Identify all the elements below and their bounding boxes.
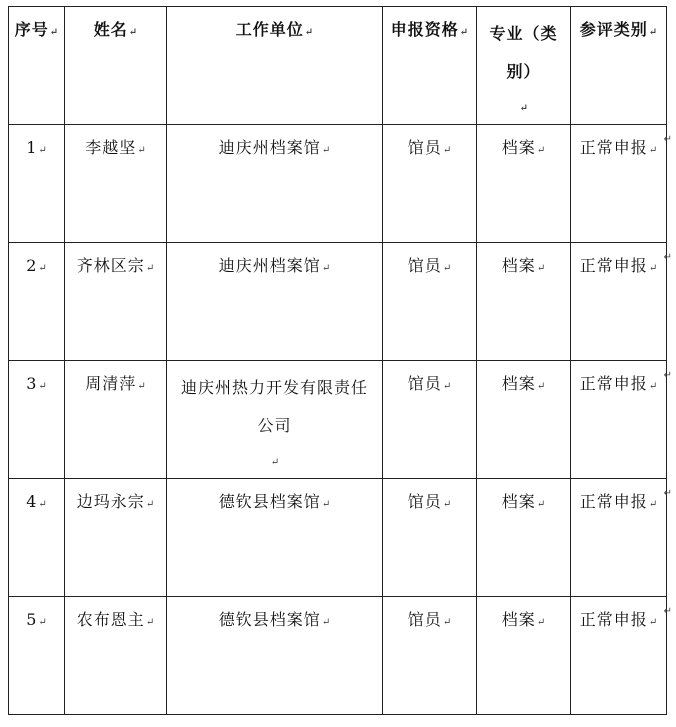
header-index: 序号↵: [9, 7, 65, 125]
cell-name: 齐林区宗↵: [65, 243, 167, 361]
cell-unit: 德钦县档案馆↵: [167, 597, 383, 715]
cell-name: 李越坚↵: [65, 125, 167, 243]
cell-unit: 迪庆州档案馆↵: [167, 243, 383, 361]
cell-index: 5↵: [9, 597, 65, 715]
cell-index: 2↵: [9, 243, 65, 361]
table-row: [9, 125, 667, 243]
header-unit: 工作单位↵: [167, 7, 383, 125]
cell-qualification: 馆员↵: [383, 479, 477, 597]
cell-qualification: 馆员↵: [383, 361, 477, 479]
header-qualification: 申报资格↵: [383, 7, 477, 125]
row-end-mark: ↵: [663, 252, 672, 263]
header-row: [9, 7, 667, 125]
cell-category: 正常申报↵: [571, 125, 667, 243]
row-end-mark: ↵: [663, 370, 672, 381]
row-end-mark: ↵: [663, 134, 672, 145]
table-row: [9, 361, 667, 479]
cell-qualification: 馆员↵: [383, 125, 477, 243]
cell-unit: 德钦县档案馆↵: [167, 479, 383, 597]
cell-name: 边玛永宗↵: [65, 479, 167, 597]
cell-index: 4↵: [9, 479, 65, 597]
table-row: [9, 243, 667, 361]
table-row: [9, 597, 667, 715]
cell-category: 正常申报↵: [571, 361, 667, 479]
row-end-mark: ↵: [663, 488, 672, 499]
cell-name: 农布恩主↵: [65, 597, 167, 715]
cell-name: 周清萍↵: [65, 361, 167, 479]
cell-qualification: 馆员↵: [383, 597, 477, 715]
header-name: 姓名↵: [65, 7, 167, 125]
table-row: [9, 479, 667, 597]
row-end-mark: ↵: [663, 606, 672, 617]
cell-specialty: 档案↵: [477, 479, 571, 597]
cell-unit: 迪庆州档案馆↵: [167, 125, 383, 243]
cell-unit: 迪庆州热力开发有限责任公司↵: [167, 361, 383, 479]
cell-specialty: 档案↵: [477, 125, 571, 243]
cell-index: 1↵: [9, 125, 65, 243]
cell-category: 正常申报↵: [571, 597, 667, 715]
roster-table: [8, 6, 667, 715]
cell-specialty: 档案↵: [477, 361, 571, 479]
cell-index: 3↵: [9, 361, 65, 479]
cell-specialty: 档案↵: [477, 597, 571, 715]
cell-qualification: 馆员↵: [383, 243, 477, 361]
header-specialty: 专业（类别）↵: [477, 7, 571, 125]
cell-category: 正常申报↵: [571, 479, 667, 597]
header-category: 参评类别↵: [571, 7, 667, 125]
cell-category: 正常申报↵: [571, 243, 667, 361]
cell-specialty: 档案↵: [477, 243, 571, 361]
